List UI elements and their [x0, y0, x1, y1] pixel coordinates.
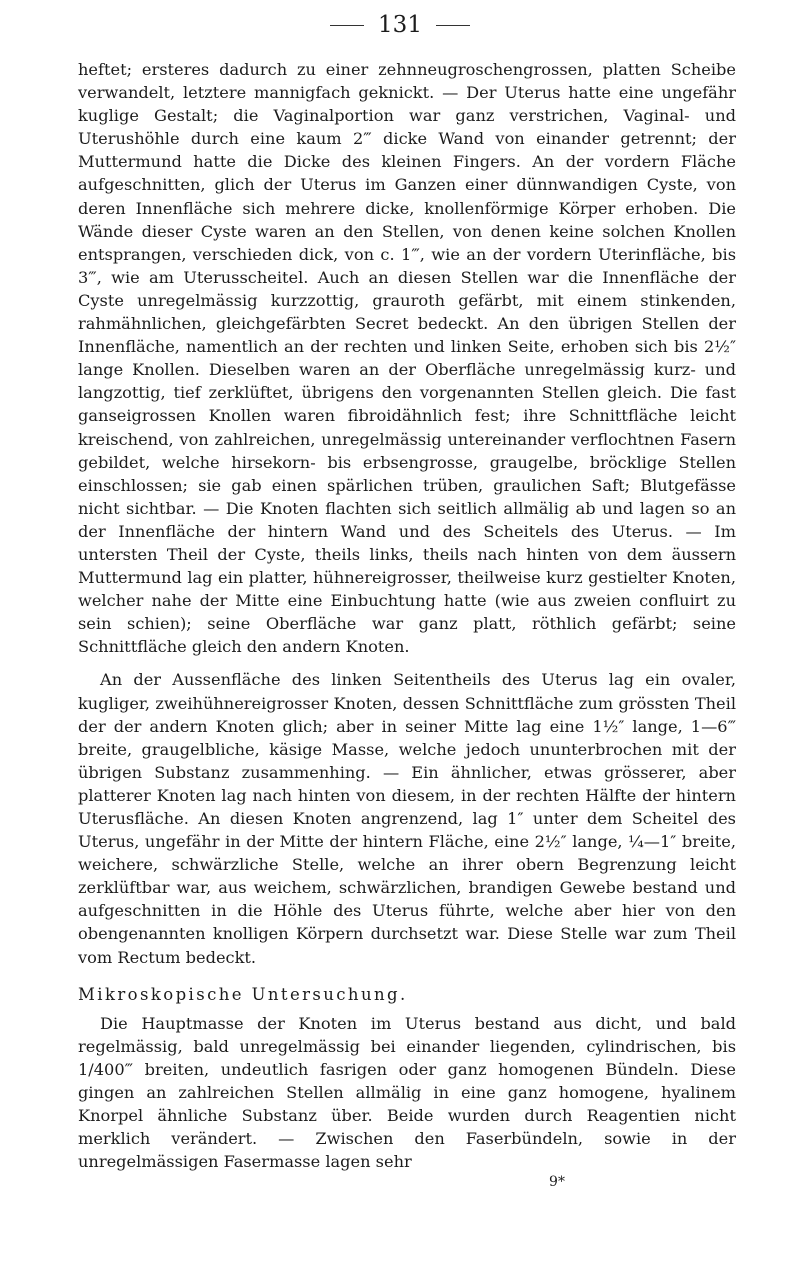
page-number: 131 [378, 12, 422, 38]
header-dash-left [330, 25, 364, 26]
header-dash-right [436, 25, 470, 26]
body-text [78, 58, 736, 1195]
paragraph-1: heftet; ersteres dadurch zu einer zehnneugroschengrossen, platten Scheibe verwandelt, letztere mannigfach geknickt. — Der Uterus hatte eine ungefähr kuglige Gestalt; die Vaginalportion war ganz verstrichen, Vaginal- und Uterushöhle durch eine kaum 2‴ dicke Wand von einander getrennt; der Muttermund hatte die Dicke des kleinen Fingers. An der vordern Fläche aufgeschnitten, glich der Uterus im Ganzen einer dünnwandigen Cyste, von deren Innenfläche sich mehrere dicke, knollenförmige Körper erhoben. Die Wände dieser Cyste waren an den Stellen, von denen keine solchen Knollen entsprangen, verschieden dick, von c. 1‴, wie an der vordern Uterinfläche, bis 3‴, wie am Uterusscheitel. Auch an diesen Stellen war die Innenfläche der Cyste unregelmässig kurzzottig, grauroth gefärbt, mit einem stinkenden, rahmähnlichen, gleichgefärbten Secret bedeckt. An den übrigen Stellen der Innenfläche, namentlich an der rechten und linken Seite, erhoben sich bis 2½″ lange Knollen. Dieselben waren an der Oberfläche unregelmässig kurz- und langzottig, tief zerklüftet, übrigens den vorgenannten Stellen gleich. Die fast ganseigrossen Knollen waren fibroidähnlich fest; ihre Schnittfläche leicht kreischend, von zahlreichen, unregelmässig untereinander verflochtnen Fasern gebildet, welche hirsekorn- bis erbsengrosse, graugelbe, bröcklige Stellen einschlossen; sie gab einen spärlichen trüben, graulichen Saft; Blutgefässe nicht sichtbar. — Die Knoten flachten sich seitlich allmälig ab und lagen so an der Innenfläche der hintern Wand und des Scheitels des Uterus. — Im untersten Theil der Cyste, theils links, theils nach hinten von dem äussern Muttermund lag ein platter, hühnereigrosser, theilweise kurz gestielter Knoten, welcher nahe der Mitte eine Einbuchtung hatte (wie aus zweien confluirt zu sein schien); seine Oberfläche war ganz platt, röthlich gefärbt; seine Schnittfläche gleich den andern Knoten. [78, 60, 736, 657]
page-header [0, 12, 800, 38]
paragraph-2: An der Aussenfläche des linken Seitentheils des Uterus lag ein ovaler, kugliger, zweihühnereigrosser Knoten, dessen Schnittfläche zum grössten Theil der der andern Knoten glich; aber in seiner Mitte lag eine 1½″ lange, 1—6‴ breite, graugelbliche, käsige Masse, welche jedoch ununterbrochen mit der übrigen Substanz zusammenhing. — Ein ähnlicher, etwas grösserer, aber platterer Knoten lag nach hinten von diesem, in der rechten Hälfte der hintern Uterusfläche. An diesen Knoten angrenzend, lag 1″ unter dem Scheitel des Uterus, ungefähr in der Mitte der hintern Fläche, eine 2½″ lange, ¼—1″ breite, weichere, schwärzliche Stelle, welche an ihrer obern Begrenzung leicht zerklüftbar war, aus weichem, schwärzlichen, brandigen Gewebe bestand und aufgeschnitten in die Höhle des Uterus führte, welche aber hier von den obengenannten knolligen Körpern durchsetzt war. Diese Stelle war zum Theil vom Rectum bedeckt. [78, 670, 736, 967]
signature-mark: 9* [549, 1174, 565, 1191]
paragraph-3: Die Hauptmasse der Knoten im Uterus bestand aus dicht, und bald regelmässig, bald unregelmässig bei einander liegenden, cylindrischen, bis 1/400‴ breiten, undeutlich fasrigen oder ganz homogenen Bündeln. Diese gingen an zahlreichen Stellen allmälig in eine ganz homogene, hyalinem Knorpel ähnliche Substanz über. Beide wurden durch Reagentien nicht merklich verändert. — Zwischen den Faserbündeln, sowie in der unregelmässigen Fasermasse lagen sehr [78, 1013, 736, 1172]
section-heading: Mikroskopische Untersuchung. [78, 984, 408, 1004]
